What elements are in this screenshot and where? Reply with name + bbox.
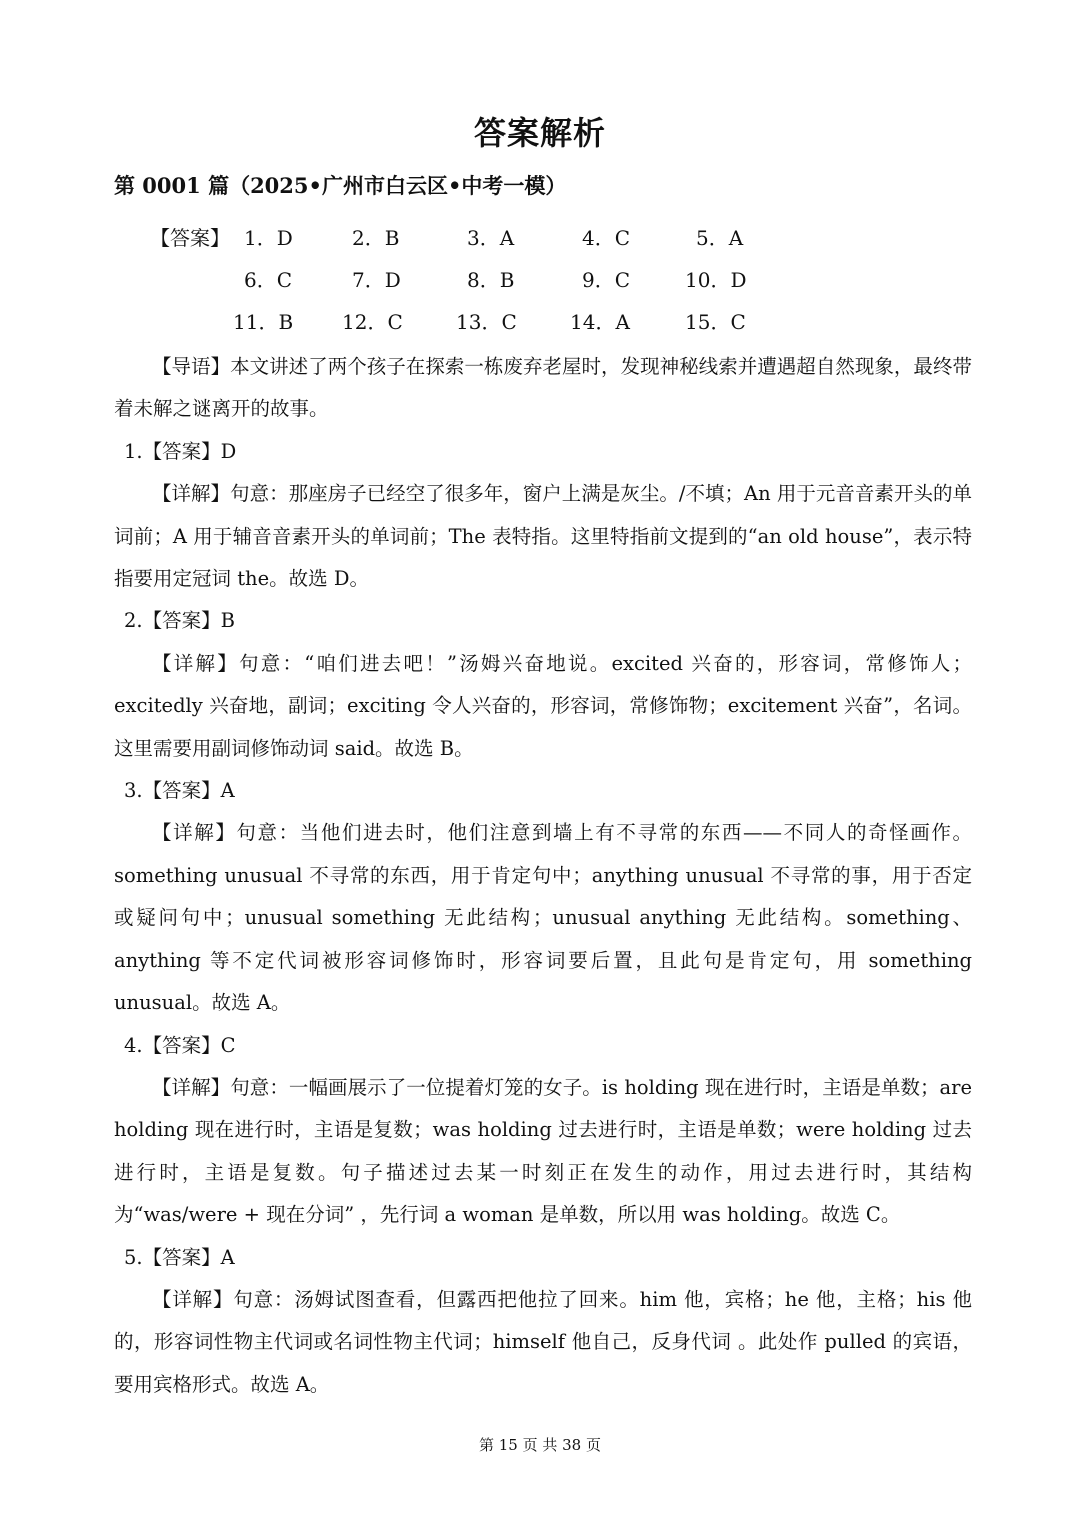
item-answer: 2.【答案】B xyxy=(124,609,235,633)
answer-label: 【答案】 xyxy=(150,226,230,250)
page-title: 答案解析 xyxy=(473,114,606,152)
answer-cell: 13．C xyxy=(456,310,517,334)
item-detail: 【详解】句意：一幅画展示了一位提着灯笼的女子。is holding 现在进行时，主语是单数；are holding 现在进行时，主语是复数；was holding 过去进行时，主语是单数；were holding 过去进行时，主语是复数。句子描述过去某一时刻正在发生的动作，用过去进行时，其结构为“was/were + 现在分词” ，先行词 a woman 是单数，所以用 was holding。故选 C。 xyxy=(114,1075,972,1227)
intro-paragraph: 【导语】本文讲述了两个孩子在探索一栋废弃老屋时，发现神秘线索并遭遇超自然现象，最终带着未解之谜离开的故事。 xyxy=(114,355,972,421)
answer-cell: 6．C xyxy=(244,268,293,292)
answer-row xyxy=(150,222,850,264)
answer-cell: 5．A xyxy=(696,226,744,250)
answer-key xyxy=(150,222,850,348)
item-answer: 3.【答案】A xyxy=(124,779,235,803)
page-footer: 第 15 页 共 38 页 xyxy=(478,1436,601,1454)
answer-cell: 15．C xyxy=(685,310,746,334)
answer-cell: 7．D xyxy=(352,268,401,292)
answer-cell: 1．D xyxy=(244,226,293,250)
item-detail: 【详解】句意：那座房子已经空了很多年，窗户上满是灰尘。/不填；An 用于元音音素开头的单词前；A 用于辅音音素开头的单词前；The 表特指。这里特指前文提到的“an old house”，表示特指要用定冠词 the。故选 D。 xyxy=(114,482,972,591)
section-header: 第 0001 篇（2025•广州市白云区•中考一模） xyxy=(114,173,567,198)
item-answer: 1.【答案】D xyxy=(124,439,237,463)
answer-cell: 12．C xyxy=(342,310,403,334)
item-detail: 【详解】句意：汤姆试图查看，但露西把他拉了回来。him 他，宾格；he 他，主格；his 他的，形容词性物主代词或名词性物主代词；himself 他自己，反身代词 。此处作 pulled 的宾语，要用宾格形式。故选 A。 xyxy=(114,1287,972,1396)
item-detail: 【详解】句意：“咱们进去吧！”汤姆兴奋地说。excited 兴奋的，形容词，常修饰人；excitedly 兴奋地，副词；exciting 令人兴奋的，形容词，常修饰物；excitement 兴奋”，名词。这里需要用副词修饰动词 said。故选 B。 xyxy=(114,651,972,760)
item-detail: 【详解】句意：当他们进去时，他们注意到墙上有不寻常的东西——不同人的奇怪画作。something unusual 不寻常的东西，用于肯定句中；anything unusual 不寻常的事，用于否定或疑问句中；unusual something 无此结构；unusual anything 无此结构。something、anything 等不定代词被形容词修饰时，形容词要后置，且此句是肯定句，用 something unusual。故选 A。 xyxy=(114,821,972,1015)
answer-cell: 10．D xyxy=(685,268,747,292)
explanation-body xyxy=(114,346,972,1406)
answer-cell: 14．A xyxy=(570,310,630,334)
answer-cell: 4．C xyxy=(582,226,631,250)
answer-cell: 2．B xyxy=(352,226,400,250)
item-answer: 5.【答案】A xyxy=(124,1245,235,1269)
item-answer: 4.【答案】C xyxy=(124,1033,236,1057)
answer-cell: 11．B xyxy=(233,310,294,334)
answer-cell: 3．A xyxy=(467,226,515,250)
answer-cell: 9．C xyxy=(582,268,631,292)
answer-row xyxy=(150,264,850,306)
answer-cell: 8．B xyxy=(467,268,515,292)
answer-row xyxy=(150,306,850,348)
